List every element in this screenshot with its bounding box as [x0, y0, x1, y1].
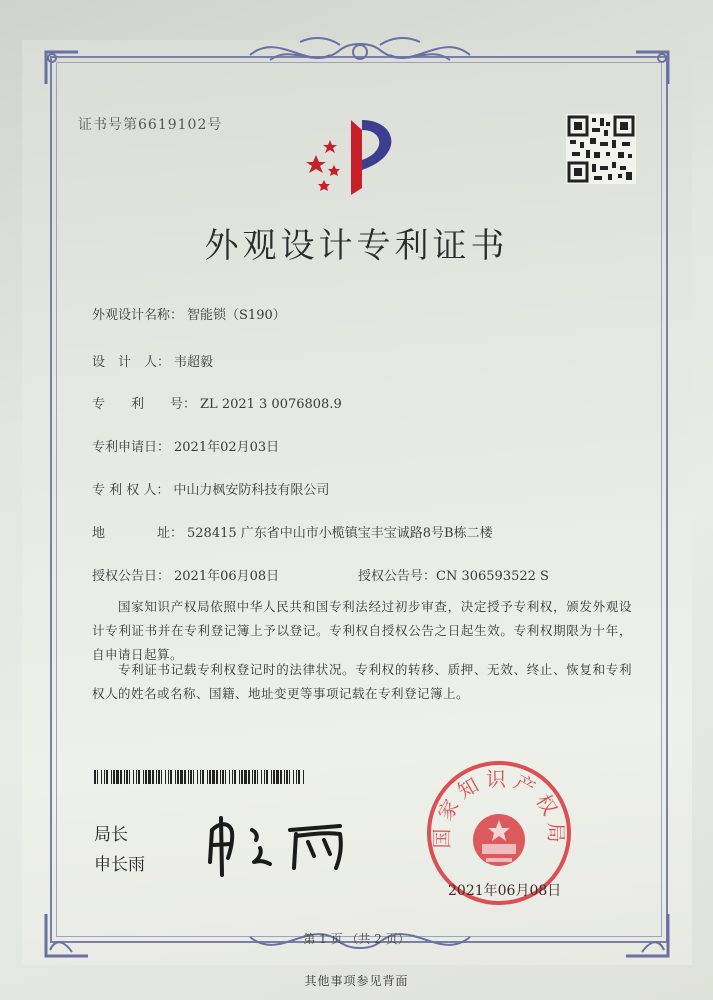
grant-date-value: 2021年06月08日: [174, 569, 280, 584]
patent-number-value: ZL 2021 3 0076808.9: [200, 397, 342, 412]
address-row: [92, 522, 493, 541]
director-signature: [190, 800, 370, 880]
design-name-value: 智能锁（S190）: [187, 308, 286, 323]
certificate-title: 外观设计专利证书: [204, 226, 509, 266]
grant-number-value: CN 306593522 S: [436, 569, 549, 584]
director-title: 局长: [94, 825, 128, 845]
corner-ornament-top-left: [42, 48, 82, 88]
patentee-row: [92, 479, 329, 498]
director-name: 申长雨: [94, 855, 145, 875]
page-number: 第 1 页 （共 2 页）: [303, 932, 410, 946]
designer-label: 设 计 人：: [92, 355, 171, 370]
patentee-label: 专 利 权 人：: [92, 483, 170, 498]
top-flourish-ornament: [240, 30, 480, 80]
corner-ornament-top-right: [632, 48, 672, 88]
filing-date-value: 2021年02月03日: [174, 440, 280, 455]
qr-code: [566, 114, 636, 184]
seal-date: 2021年06月08日: [448, 883, 562, 899]
design-name-row: [92, 304, 286, 323]
grant-date-row: [92, 565, 279, 584]
footer-note: 其他事项参见背面: [304, 974, 409, 988]
certificate-number: 证书号第6619102号: [78, 117, 223, 133]
grant-date-label: 授权公告日：: [92, 569, 171, 584]
patentee-value: 中山力枫安防科技有限公司: [173, 483, 330, 498]
body-paragraph-1: 国家知识产权局依照中华人民共和国专利法经过初步审查，决定授予专利权，颁发外观设计专利证书并在专利登记簿上予以登记。专利权自授权公告之日起生效。专利权期限为十年，自申请日起算。: [92, 599, 632, 662]
grant-number-label: 授权公告号：: [358, 569, 437, 584]
patent-number-row: [92, 393, 342, 412]
seal-text: 国家知识产权局: [429, 767, 569, 849]
patent-number-label: 专 利 号：: [92, 397, 197, 412]
design-name-label: 外观设计名称：: [92, 308, 184, 323]
designer-row: [92, 351, 213, 370]
grant-number-row: [358, 565, 549, 584]
cnipa-logo-icon: [296, 110, 416, 200]
body-paragraph-2: 专利证书记载专利权登记时的法律状况。专利权的转移、质押、无效、终止、恢复和专利权人的姓名或名称、国籍、地址变更等事项记载在专利登记簿上。: [92, 662, 632, 701]
filing-date-label: 专利申请日：: [92, 440, 171, 455]
address-label: 地 址：: [92, 526, 184, 541]
address-value: 528415 广东省中山市小榄镇宝丰宝诚路8号B栋二楼: [187, 526, 493, 541]
barcode: [94, 770, 306, 784]
filing-date-row: [92, 436, 279, 455]
designer-value: 韦超毅: [174, 355, 214, 370]
